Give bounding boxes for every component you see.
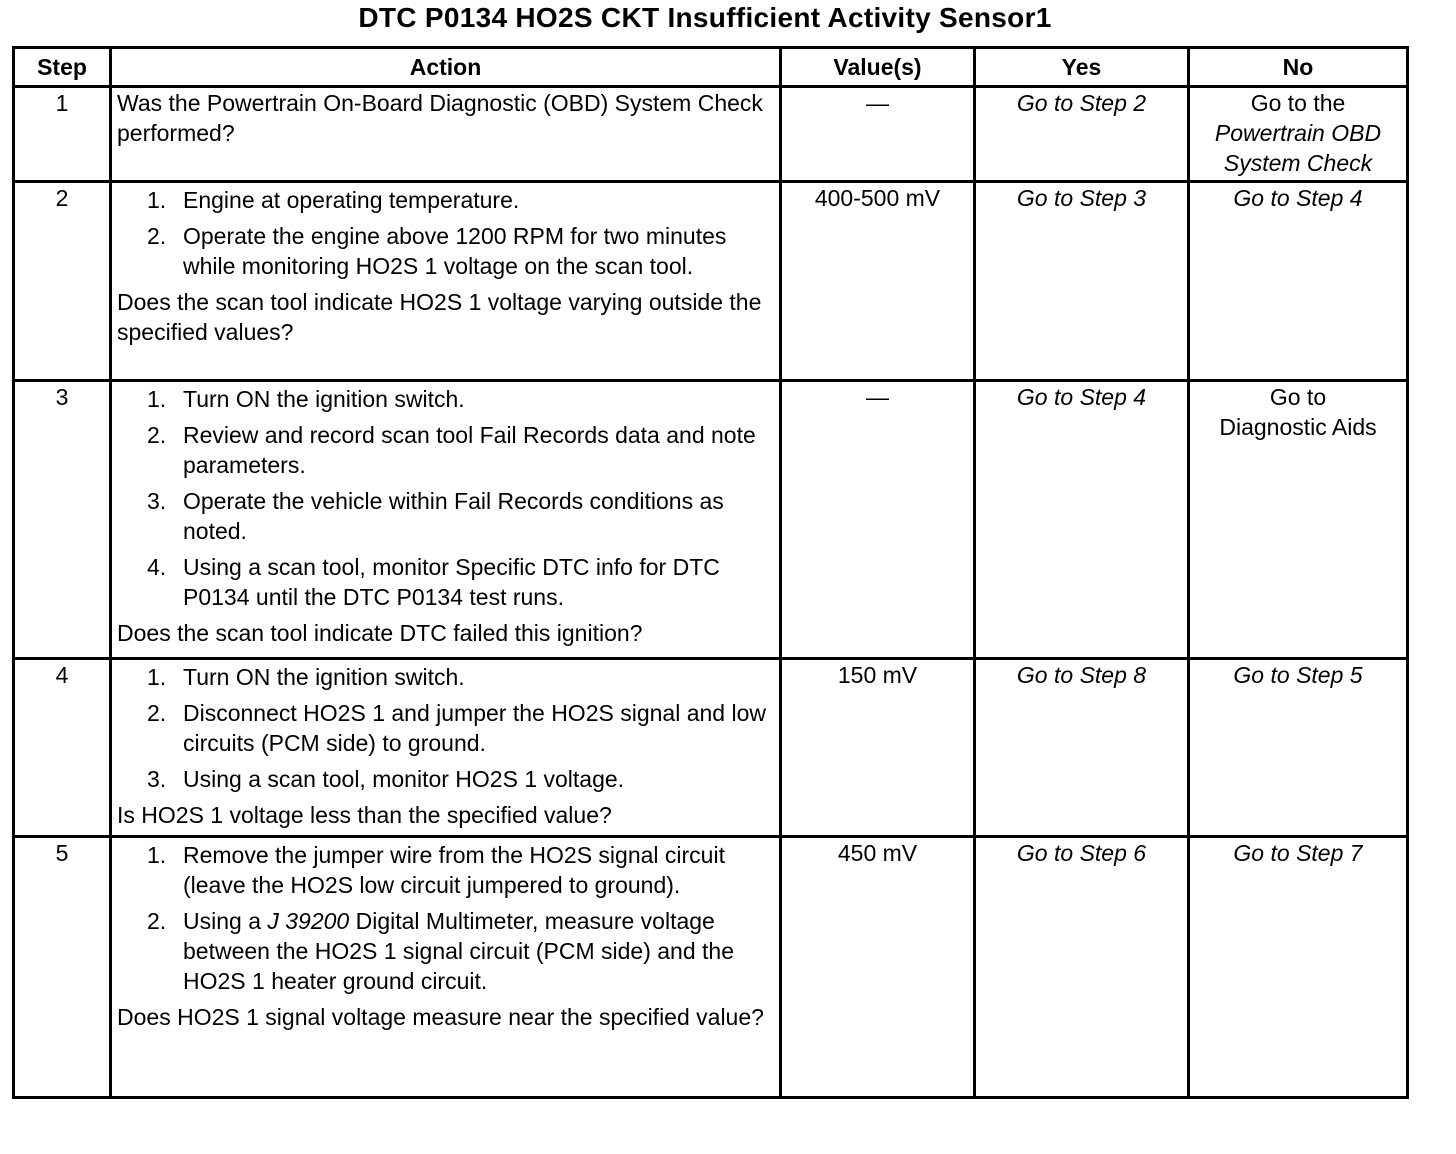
action-question: Does the scan tool indicate HO2S 1 voltage varying outside the specified values? [117,289,762,345]
substep: 3. Using a scan tool, monitor HO2S 1 voltage. [147,766,625,792]
substep-list [117,185,774,281]
header-no: No [1189,48,1408,87]
value-cell: 400-500 mV [781,182,975,381]
action-cell [111,659,781,837]
action-question: Does the scan tool indicate DTC failed this ignition? [117,620,643,646]
action-question: Does HO2S 1 signal voltage measure near the specified value? [117,1004,764,1030]
substep: 1. Turn ON the ignition switch. [147,664,465,690]
yes-cell: Go to Step 3 [975,182,1189,381]
tool-name: J 39200 [267,908,350,934]
no-cell-line1: Go to the [1250,90,1346,116]
header-row [14,48,1408,87]
substep: 4. Using a scan tool, monitor Specific DTC info for DTC P0134 until the DTC P0134 test runs. [147,554,720,610]
substep-list [117,384,774,612]
step-number: 4 [14,659,111,837]
value-cell: 450 mV [781,837,975,1098]
no-cell-line2: Diagnostic Aids [1219,414,1377,440]
no-cell-line1: Go to [1269,384,1327,410]
substep-list [117,662,774,794]
value-cell: — [781,381,975,659]
step-number: 1 [14,87,111,182]
header-step: Step [14,48,111,87]
value-cell: — [781,87,975,182]
action-cell [111,837,781,1098]
yes-cell: Go to Step 4 [975,381,1189,659]
header-action: Action [111,48,781,87]
table-row [14,381,1408,659]
substep: 1. Engine at operating temperature. [147,187,520,213]
substep: 2. Review and record scan tool Fail Records data and note parameters. [147,422,756,478]
table-row [14,87,1408,182]
no-cell-link: Powertrain OBD System Check [1214,120,1382,176]
step-number: 3 [14,381,111,659]
action-cell [111,381,781,659]
header-values: Value(s) [781,48,975,87]
action-question: Is HO2S 1 voltage less than the specified value? [117,802,612,828]
substep: 1. Remove the jumper wire from the HO2S signal circuit (leave the HO2S low circuit jumpered to ground). [147,842,725,898]
table-row [14,659,1408,837]
substep: 1. Turn ON the ignition switch. [147,386,465,412]
no-cell: Go to Step 5 [1189,659,1408,837]
action-cell [111,182,781,381]
action-question: Was the Powertrain On-Board Diagnostic (OBD) System Check performed? [117,90,763,146]
substep: 2. Using a J 39200 Digital Multimeter, measure voltage between the HO2S 1 signal circuit (PCM side) and the HO2S 1 heater ground circuit. [147,908,734,994]
yes-cell: Go to Step 6 [975,837,1189,1098]
substep-list [117,840,774,996]
yes-cell: Go to Step 8 [975,659,1189,837]
yes-cell: Go to Step 2 [975,87,1189,182]
table-row [14,837,1408,1098]
substep: 2. Disconnect HO2S 1 and jumper the HO2S signal and low circuits (PCM side) to ground. [147,700,766,756]
step-number: 5 [14,837,111,1098]
substep: 2. Operate the engine above 1200 RPM for two minutes while monitoring HO2S 1 voltage on the scan tool. [147,223,727,279]
no-cell: Go to Step 4 [1189,182,1408,381]
no-cell [1189,87,1408,182]
page-title: DTC P0134 HO2S CKT Insufficient Activity Sensor1 [358,2,1052,33]
diagnostic-table [12,46,1409,1099]
no-cell [1189,381,1408,659]
value-cell: 150 mV [781,659,975,837]
substep: 3. Operate the vehicle within Fail Records conditions as noted. [147,488,724,544]
header-yes: Yes [975,48,1189,87]
step-number: 2 [14,182,111,381]
action-cell [111,87,781,182]
no-cell: Go to Step 7 [1189,837,1408,1098]
table-row [14,182,1408,381]
